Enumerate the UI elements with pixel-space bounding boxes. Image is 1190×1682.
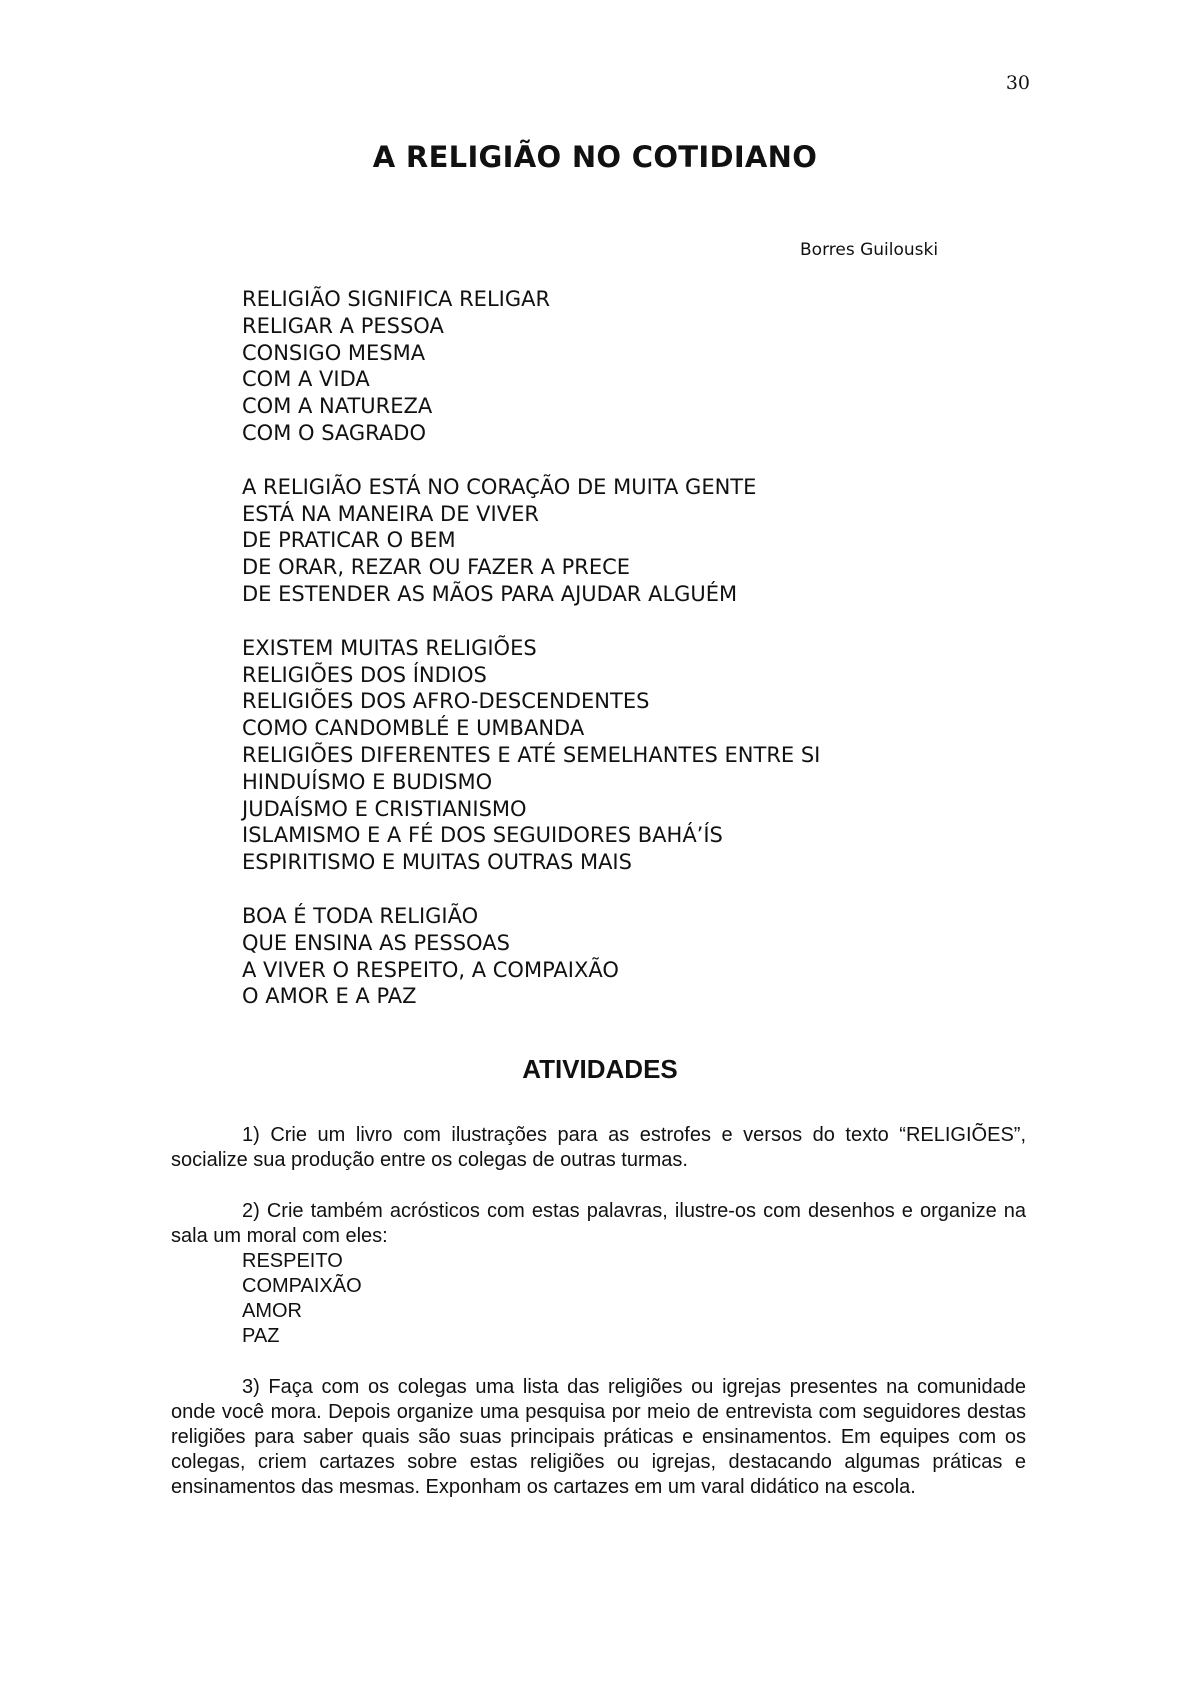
poem-stanza-3 [242,635,820,876]
poem-verse: COM A NATUREZA [242,394,433,419]
poem-verse: ISLAMISMO E A FÉ DOS SEGUIDORES BAHÁ’ÍS [242,823,723,848]
poem-verse: EXISTEM MUITAS RELIGIÕES [242,635,537,660]
acrostic-word: AMOR [242,1300,302,1322]
acrostic-word: RESPEITO [242,1250,343,1272]
poem-verse: ESTÁ NA MANEIRA DE VIVER [242,501,539,526]
poem-verse: COM A VIDA [242,367,370,392]
activity-text: 1) Crie um livro com ilustrações para as estrofes e versos do texto “RELIGIÕES”, socialize sua produção entre os colegas de outras turmas. [171,1124,1026,1171]
poem [242,286,820,1037]
activity-item-2 [171,1199,1026,1349]
poem-verse: A RELIGIÃO ESTÁ NO CORAÇÃO DE MUITA GENTE [242,474,757,499]
poem-verse: QUE ENSINA AS PESSOAS [242,930,510,955]
author-name: Borres Guilouski [800,240,939,260]
poem-verse: COMO CANDOMBLÉ E UMBANDA [242,716,585,741]
poem-stanza-2 [242,474,820,608]
activities-list [171,1123,1026,1526]
page-title: A RELIGIÃO NO COTIDIANO [372,140,818,174]
activity-text: 3) Faça com os colegas uma lista das religiões ou igrejas presentes na comunidade onde você mora. Depois organize uma pesquisa por meio de entrevista com seguidores destas religiões para saber quais são suas principais práticas e ensinamentos. Em equipes com os colegas, criem cartazes sobre estas religiões ou igrejas, destacando algumas práticas e ensinamentos das mesmas. Exponham os cartazes em um varal didático na escola. [171,1376,1026,1498]
poem-verse: RELIGIÕES DOS ÍNDIOS [242,662,487,687]
poem-verse: RELIGIÕES DIFERENTES E ATÉ SEMELHANTES ENTRE SI [242,742,821,767]
page-number: 30 [1005,72,1030,94]
acrostic-word: PAZ [242,1325,280,1347]
poem-verse: DE ORAR, REZAR OU FAZER A PRECE [242,555,631,580]
poem-verse: A VIVER O RESPEITO, A COMPAIXÃO [242,957,619,982]
poem-verse: DE ESTENDER AS MÃOS PARA AJUDAR ALGUÉM [242,581,738,606]
poem-verse: RELIGIÕES DOS AFRO-DESCENDENTES [242,689,650,714]
acrostic-word-list [242,1249,1026,1349]
poem-verse: CONSIGO MESMA [242,340,426,365]
acrostic-word: COMPAIXÃO [242,1275,362,1297]
activities-heading: ATIVIDADES [522,1054,678,1084]
poem-verse: DE PRATICAR O BEM [242,528,456,553]
poem-stanza-1 [242,286,820,447]
activity-item-1 [171,1123,1026,1173]
poem-verse: RELIGIÃO SIGNIFICA RELIGAR [242,287,551,311]
poem-verse: JUDAÍSMO E CRISTIANISMO [242,796,527,821]
poem-verse: O AMOR E A PAZ [242,984,417,1009]
poem-verse: RELIGAR A PESSOA [242,313,444,338]
activity-text: 2) Crie também acrósticos com estas palavras, ilustre-os com desenhos e organize na sala um moral com eles: [171,1200,1026,1247]
activity-item-3 [171,1375,1026,1500]
poem-verse: COM O SAGRADO [242,420,426,445]
poem-verse: HINDUÍSMO E BUDISMO [242,769,493,794]
poem-verse: BOA É TODA RELIGIÃO [242,903,479,928]
poem-verse: ESPIRITISMO E MUITAS OUTRAS MAIS [242,850,632,875]
poem-stanza-4 [242,903,820,1010]
